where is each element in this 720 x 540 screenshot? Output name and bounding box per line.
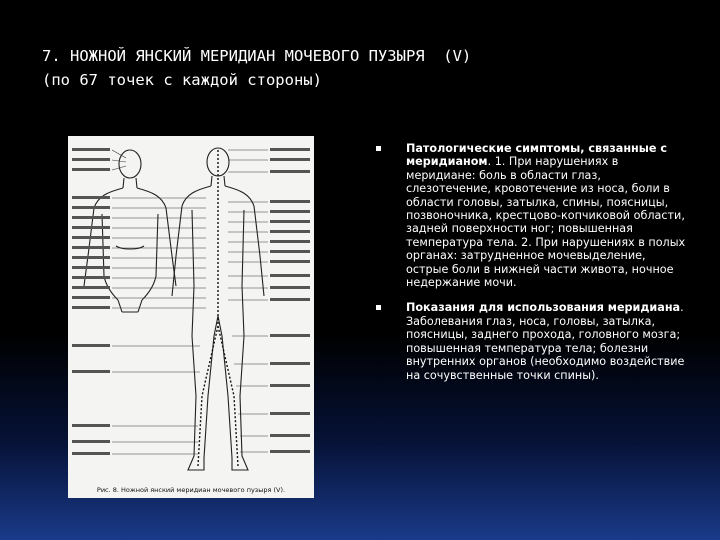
- square-bullet-icon: [376, 305, 381, 310]
- title-line-2: (по 67 точек с каждой стороны): [42, 71, 322, 89]
- body-diagram: [68, 136, 314, 498]
- bullet-heading: Патологические симптомы, связанные с меридианом: [406, 142, 668, 169]
- bullet-text: . 1. При нарушениях в меридиане: боль в области глаз, слезотечение, кровотечение из носа, боли в области головы, затылка, спины, поясницы, позвоночника, крестцово-копчиковой области, задней поверхности ног; повышенная температура тела. 2. При нарушениях в полых органах: затрудненное мочевыделение, острые боли в нижней части живота, ночное недержание мочи.: [406, 155, 686, 290]
- title-line-1: 7. НОЖНОЙ ЯНСКИЙ МЕРИДИАН МОЧЕВОГО ПУЗЫРЯ (V): [42, 47, 472, 65]
- bullet-list: [376, 142, 688, 394]
- meridian-figure: [68, 136, 314, 498]
- bullet-heading: Показания для использования меридиана: [406, 301, 681, 315]
- slide-title: [42, 44, 662, 92]
- bullet-text: . Заболевания глаз, носа, головы, затылка, поясницы, заднего прохода, головного мозга; повышенная температура тела; болезни внутренних органов (необходимо воздействие на сочувственные точки спины).: [406, 301, 685, 382]
- bullet-item-symptoms: [376, 142, 688, 289]
- figure-caption: Рис. 8. Ножной янский меридиан мочевого пузыря (V).: [96, 486, 286, 494]
- bullet-item-indications: [376, 301, 688, 381]
- square-bullet-icon: [376, 146, 381, 151]
